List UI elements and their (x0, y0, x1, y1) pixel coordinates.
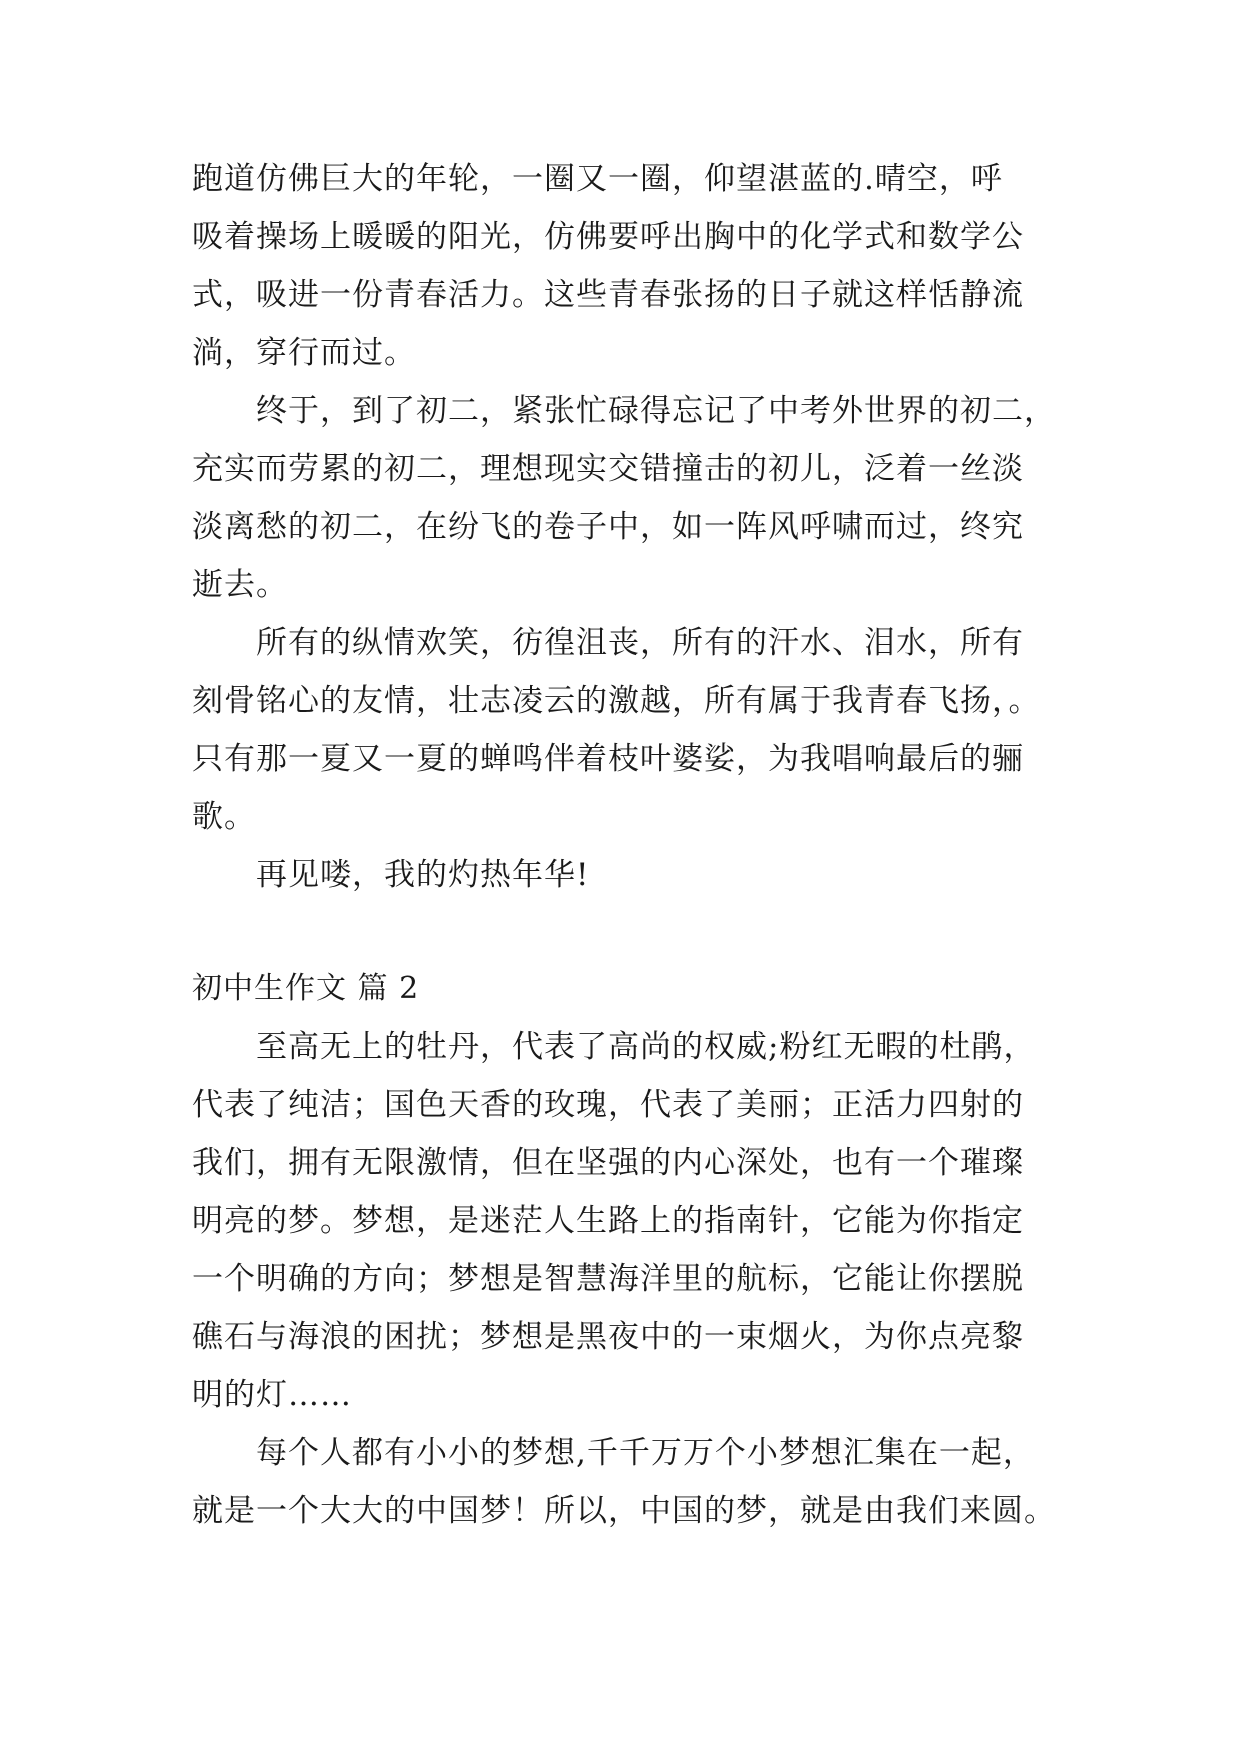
text-line: 淡离愁的初二，在纷飞的卷子中，如一阵风呼啸而过，终究 (192, 509, 1024, 545)
text-line: 至高无上的牡丹，代表了高尚的权威;粉红无暇的杜鹃， (256, 1029, 1036, 1065)
text-line: 淌，穿行而过。 (192, 335, 416, 371)
text-line: 刻骨铭心的友情，壮志凌云的激越，所有属于我青春飞扬，。 (192, 683, 1041, 719)
text-line: 终于，到了初二，紧张忙碌得忘记了中考外世界的初二， (256, 393, 1056, 429)
text-line: 每个人都有小小的梦想,千千万万个小梦想汇集在一起， (256, 1435, 1035, 1471)
text-line: 跑道仿佛巨大的年轮，一圈又一圈，仰望湛蓝的.晴空，呼 (192, 161, 1003, 197)
text-line: 歌。 (192, 799, 256, 835)
text-line: 就是一个大大的中国梦！所以，中国的梦，就是由我们来圆。 (192, 1493, 1056, 1529)
paragraph-5 (192, 1018, 1092, 1424)
text-line: 代表了纯洁；国色天香的玫瑰，代表了美丽；正活力四射的 (192, 1087, 1024, 1123)
text-line: 式，吸进一份青春活力。这些青春张扬的日子就这样恬静流 (192, 277, 1024, 313)
paragraph-3 (192, 614, 1092, 846)
paragraph-4 (192, 846, 1092, 904)
paragraph-1 (192, 150, 1092, 382)
text-line: 充实而劳累的初二，理想现实交错撞击的初儿，泛着一丝淡 (192, 451, 1024, 487)
text-line: 明的灯…… (192, 1377, 352, 1413)
text-line: 只有那一夏又一夏的蝉鸣伴着枝叶婆娑，为我唱响最后的骊 (192, 741, 1024, 777)
text-line: 逝去。 (192, 567, 288, 603)
section-spacer (192, 904, 1092, 960)
section-title: 初中生作文 篇 2 (192, 971, 420, 1006)
text-line: 我们，拥有无限激情，但在坚强的内心深处，也有一个璀璨 (192, 1145, 1024, 1181)
text-line: 再见喽，我的灼热年华! (256, 857, 590, 893)
text-line: 吸着操场上暖暖的阳光，仿佛要呼出胸中的化学式和数学公 (192, 219, 1024, 255)
document-body (192, 150, 1092, 1540)
text-line: 明亮的梦。梦想，是迷茫人生路上的指南针，它能为你指定 (192, 1203, 1024, 1239)
text-line: 一个明确的方向；梦想是智慧海洋里的航标，它能让你摆脱 (192, 1261, 1024, 1297)
text-line: 礁石与海浪的困扰；梦想是黑夜中的一束烟火，为你点亮黎 (192, 1319, 1024, 1355)
text-line: 所有的纵情欢笑，彷徨沮丧，所有的汗水、泪水，所有 (256, 625, 1024, 661)
paragraph-2 (192, 382, 1092, 614)
paragraph-6 (192, 1424, 1092, 1540)
